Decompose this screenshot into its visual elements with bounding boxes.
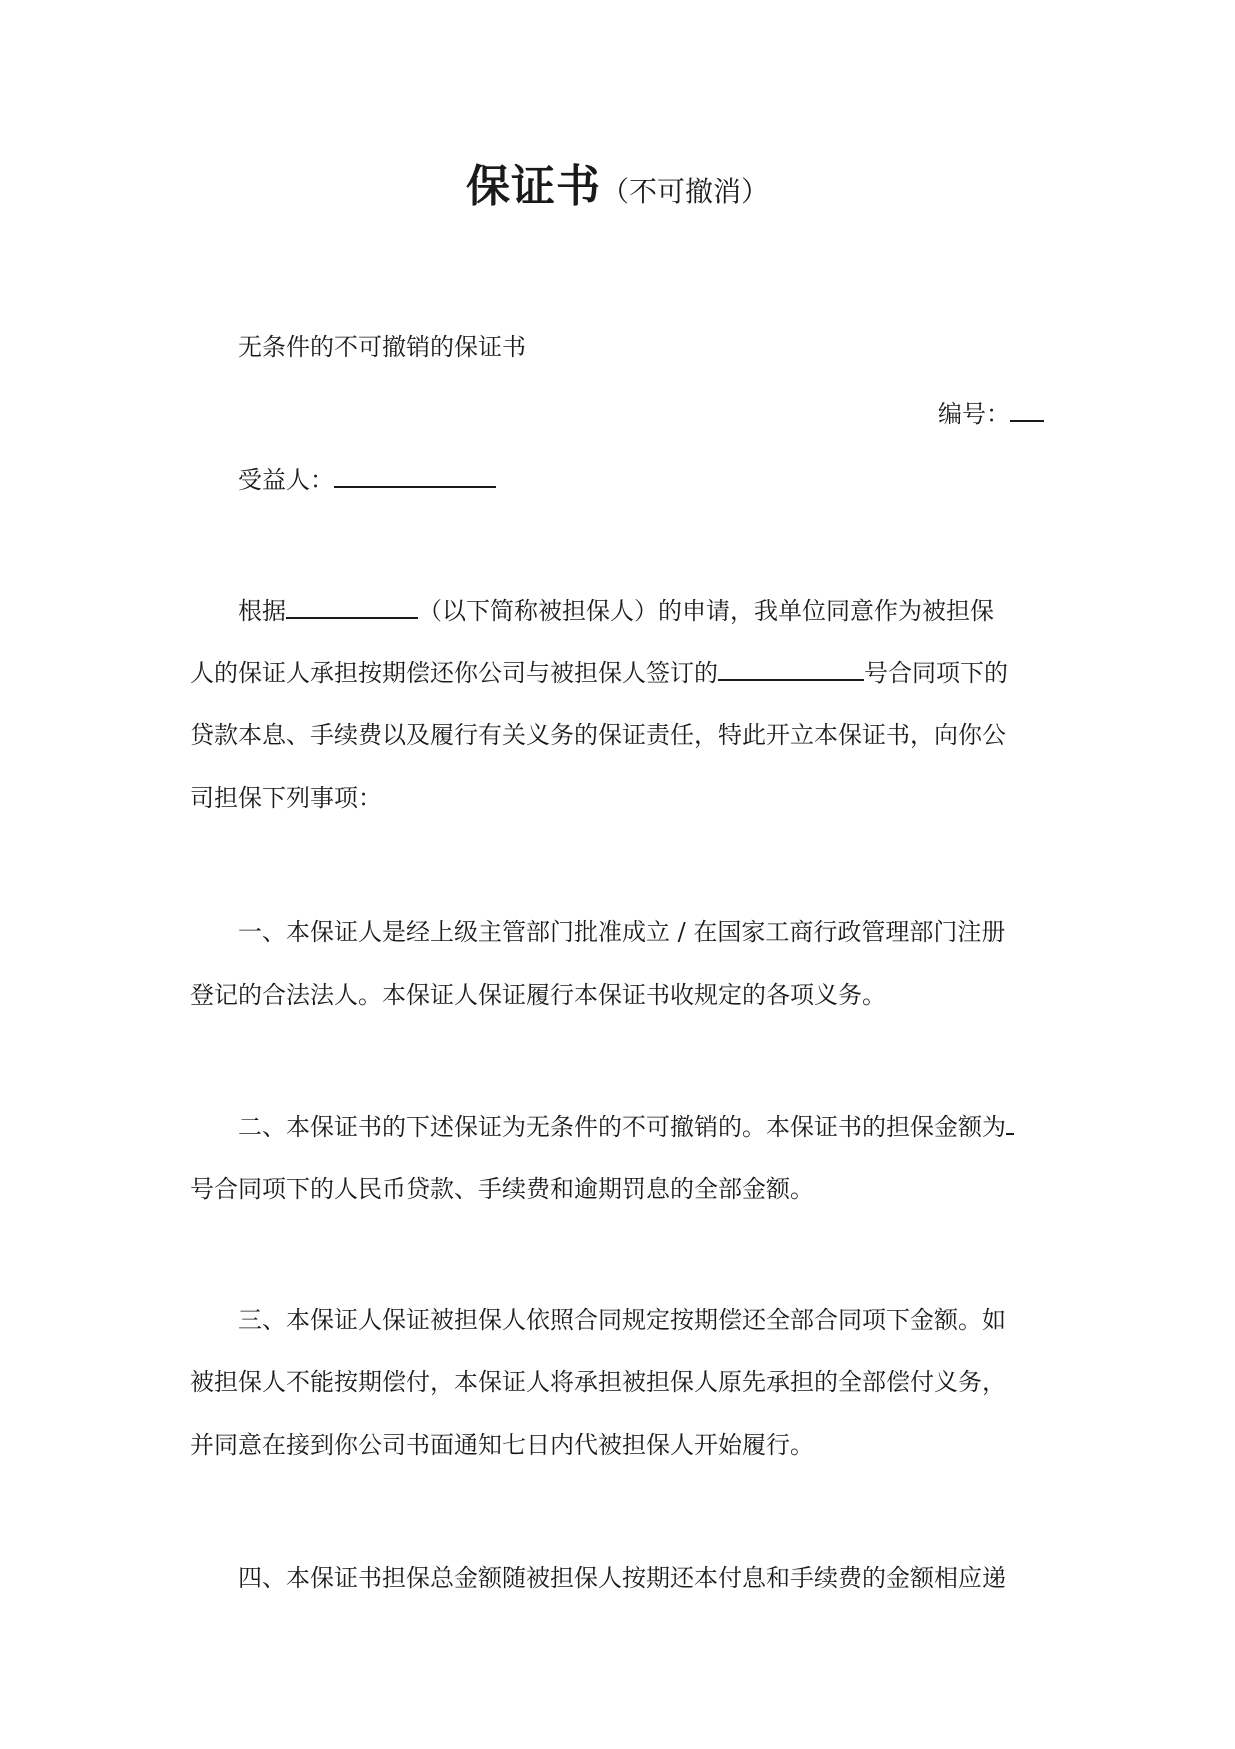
clause-2-line-2: 号合同项下的人民币贷款、手续费和逾期罚息的全部金额。 (190, 1175, 814, 1203)
clause-4-line-1: 四、本保证书担保总金额随被担保人按期还本付息和手续费的金额相应递 (238, 1564, 1006, 1592)
intro-text: 根据 (238, 597, 286, 625)
clause-3-line-3: 并同意在接到你公司书面通知七日内代被担保人开始履行。 (190, 1431, 814, 1459)
title-main: 保证书 (465, 161, 601, 212)
title-subtitle: （不可撤消） (600, 175, 769, 208)
intro-line-2 (190, 657, 1008, 688)
document-title (0, 150, 1235, 214)
intro-text: 号合同项下的 (864, 659, 1008, 687)
intro-text: 人的保证人承担按期偿还你公司与被担保人签订的 (190, 659, 718, 687)
clause-2-line-1 (238, 1111, 1014, 1142)
beneficiary-blank (334, 464, 496, 488)
contract-number-blank (718, 657, 864, 681)
clause-3-line-1: 三、本保证人保证被担保人依照合同规定按期偿还全部合同项下金额。如 (238, 1306, 1006, 1334)
intro-line-3: 贷款本息、手续费以及履行有关义务的保证责任，特此开立本保证书，向你公 (190, 721, 1006, 749)
clause-1-line-1: 一、本保证人是经上级主管部门批准成立 / 在国家工商行政管理部门注册 (238, 918, 1006, 946)
number-label: 编号： (938, 400, 1010, 428)
intro-line-1 (238, 595, 994, 626)
clause-text: 二、本保证书的下述保证为无条件的不可撤销的。本保证书的担保金额为 (238, 1113, 1006, 1141)
applicant-blank (286, 595, 418, 619)
beneficiary-field (238, 464, 496, 495)
number-field (938, 398, 1044, 429)
clause-1-line-2: 登记的合法法人。本保证人保证履行本保证书收规定的各项义务。 (190, 981, 886, 1009)
document-subtitle: 无条件的不可撤销的保证书 (238, 333, 526, 361)
amount-blank (1006, 1111, 1014, 1135)
intro-line-4: 司担保下列事项： (190, 784, 382, 812)
clause-3-line-2: 被担保人不能按期偿付，本保证人将承担被担保人原先承担的全部偿付义务， (190, 1368, 1006, 1396)
beneficiary-label: 受益人： (238, 466, 334, 494)
intro-text: （以下简称被担保人）的申请，我单位同意作为被担保 (418, 597, 994, 625)
number-blank (1010, 398, 1044, 422)
